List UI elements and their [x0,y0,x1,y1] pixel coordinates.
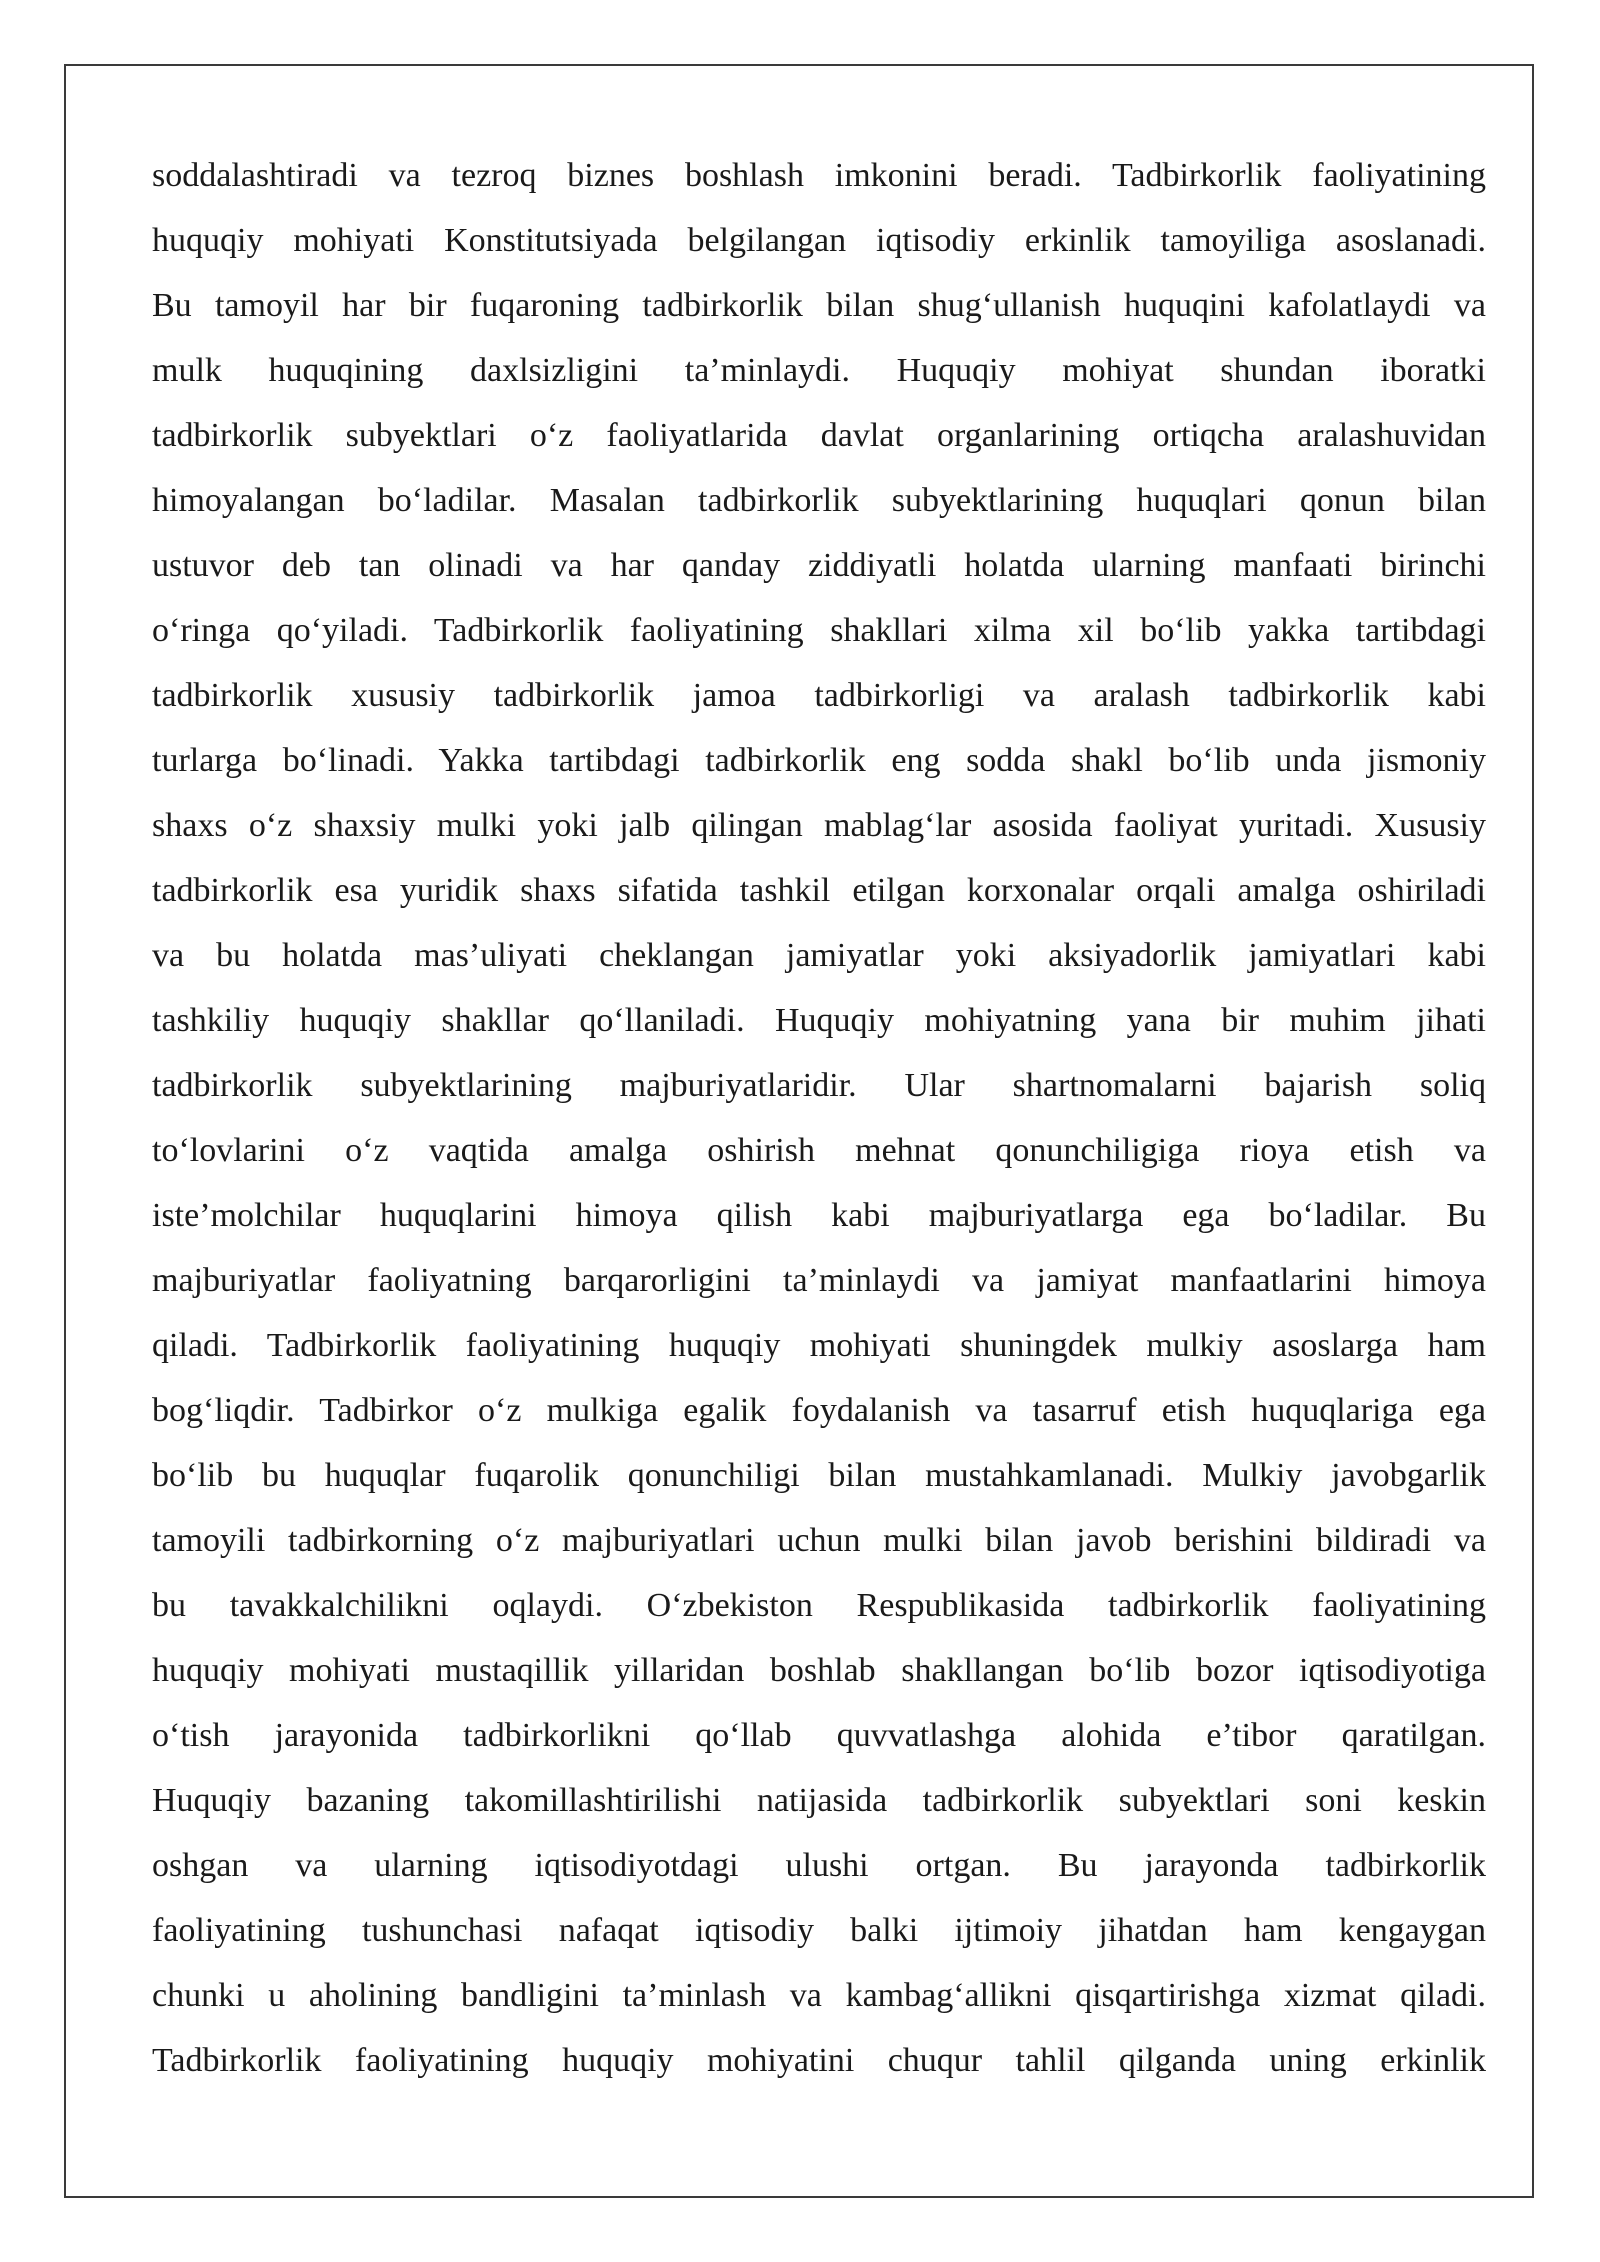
text-line: tadbirkorlik subyektlari o‘z faoliyatlarida davlat organlarining ortiqcha aralashuvidan [152,417,1486,454]
text-line: o‘ringa qo‘yiladi. Tadbirkorlik faoliyatining shakllari xilma xil bo‘lib yakka tartibdagi [152,612,1486,649]
text-line: qiladi. Tadbirkorlik faoliyatining huquqiy mohiyati shuningdek mulkiy asoslarga ham [152,1327,1486,1364]
text-line: shaxs o‘z shaxsiy mulki yoki jalb qilingan mablag‘lar asosida faoliyat yuritadi. Xususiy [152,807,1486,844]
text-line: majburiyatlar faoliyatning barqarorligini ta’minlaydi va jamiyat manfaatlarini himoya [152,1262,1486,1299]
text-line: oshgan va ularning iqtisodiyotdagi ulushi ortgan. Bu jarayonda tadbirkorlik [152,1847,1486,1884]
text-line: Bu tamoyil har bir fuqaroning tadbirkorlik bilan shug‘ullanish huquqini kafolatlaydi va [152,287,1486,324]
text-line: Huquqiy bazaning takomillashtirilishi natijasida tadbirkorlik subyektlari soni keskin [152,1782,1486,1819]
text-line: tadbirkorlik esa yuridik shaxs sifatida tashkil etilgan korxonalar orqali amalga oshiriladi [152,872,1486,909]
text-line: va bu holatda mas’uliyati cheklangan jamiyatlar yoki aksiyadorlik jamiyatlari kabi [152,937,1486,974]
text-line: bo‘lib bu huquqlar fuqarolik qonunchiligi bilan mustahkamlanadi. Mulkiy javobgarlik [152,1457,1486,1494]
text-line: tadbirkorlik xususiy tadbirkorlik jamoa tadbirkorligi va aralash tadbirkorlik kabi [152,677,1486,714]
text-line: huquqiy mohiyati Konstitutsiyada belgilangan iqtisodiy erkinlik tamoyiliga asoslanadi. [152,222,1486,259]
text-line: ustuvor deb tan olinadi va har qanday ziddiyatli holatda ularning manfaati birinchi [152,547,1486,584]
text-line: bog‘liqdir. Tadbirkor o‘z mulkiga egalik foydalanish va tasarruf etish huquqlariga ega [152,1392,1486,1429]
text-line: turlarga bo‘linadi. Yakka tartibdagi tadbirkorlik eng sodda shakl bo‘lib unda jismoniy [152,742,1486,779]
text-line: to‘lovlarini o‘z vaqtida amalga oshirish mehnat qonunchiligiga rioya etish va [152,1132,1486,1169]
text-line: iste’molchilar huquqlarini himoya qilish kabi majburiyatlarga ega bo‘ladilar. Bu [152,1197,1486,1234]
body-text [152,143,1486,2093]
text-line: himoyalangan bo‘ladilar. Masalan tadbirkorlik subyektlarining huquqlari qonun bilan [152,482,1486,519]
text-line: faoliyatining tushunchasi nafaqat iqtisodiy balki ijtimoiy jihatdan ham kengaygan [152,1912,1486,1949]
text-line: tamoyili tadbirkorning o‘z majburiyatlari uchun mulki bilan javob berishini bildiradi va [152,1522,1486,1559]
text-line: mulk huquqining daxlsizligini ta’minlaydi. Huquqiy mohiyat shundan iboratki [152,352,1486,389]
text-line: o‘tish jarayonida tadbirkorlikni qo‘llab quvvatlashga alohida e’tibor qaratilgan. [152,1717,1486,1754]
text-line: tadbirkorlik subyektlarining majburiyatlaridir. Ular shartnomalarni bajarish soliq [152,1067,1486,1104]
text-line: bu tavakkalchilikni oqlaydi. O‘zbekiston Respublikasida tadbirkorlik faoliyatining [152,1587,1486,1624]
text-line: soddalashtiradi va tezroq biznes boshlash imkonini beradi. Tadbirkorlik faoliyatining [152,157,1486,194]
text-line: huquqiy mohiyati mustaqillik yillaridan boshlab shakllangan bo‘lib bozor iqtisodiyotiga [152,1652,1486,1689]
text-line: Tadbirkorlik faoliyatining huquqiy mohiyatini chuqur tahlil qilganda uning erkinlik [152,2042,1486,2079]
text-line: chunki u aholining bandligini ta’minlash va kambag‘allikni qisqartirishga xizmat qiladi. [152,1977,1486,2014]
text-line: tashkiliy huquqiy shakllar qo‘llaniladi. Huquqiy mohiyatning yana bir muhim jihati [152,1002,1486,1039]
